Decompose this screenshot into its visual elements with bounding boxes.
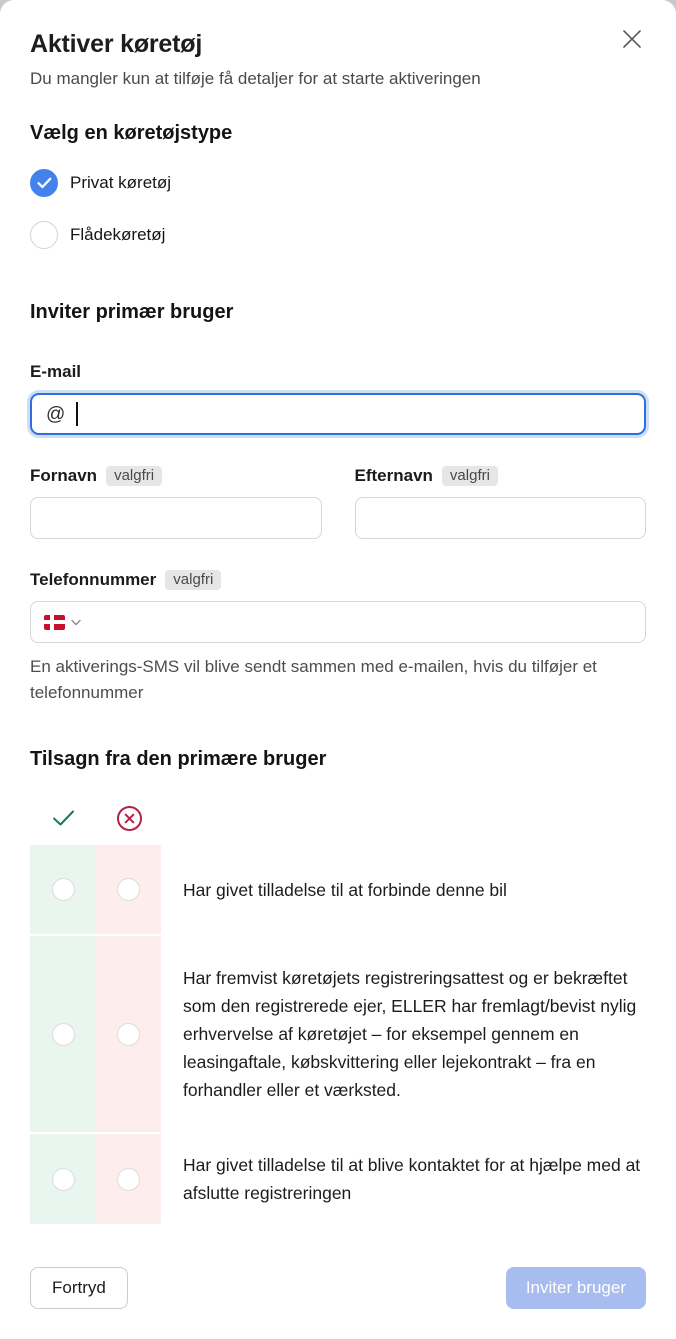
text-cursor	[76, 402, 78, 426]
consent-table-header	[30, 801, 646, 835]
check-icon	[52, 809, 75, 827]
first-name-input[interactable]	[30, 497, 322, 539]
consent-heading: Tilsagn fra den primære bruger	[30, 748, 327, 770]
denmark-flag-icon[interactable]	[44, 615, 65, 630]
chevron-down-icon[interactable]	[71, 619, 81, 626]
phone-help-text: En aktiverings-SMS vil blive sendt sammen med e-mailen, hvis du tilføjer et telefonnummer	[30, 657, 597, 702]
invite-user-button[interactable]: Inviter bruger	[506, 1267, 646, 1309]
consent-yes-radio-0[interactable]	[52, 878, 75, 901]
vehicle-type-heading: Vælg en køretøjstype	[30, 122, 233, 144]
radio-private-vehicle[interactable]	[30, 169, 171, 197]
consent-no-radio-2[interactable]	[117, 1168, 140, 1191]
consent-statement: Har givet tilladelse til at blive kontaktet for at hjælpe med at afslutte registreringen	[183, 1155, 641, 1203]
consent-statement: Har fremvist køretøjets registreringsattest og er bekræftet som den registrerede ejer, ELLER har fremlagt/bevist nylig erhvervelse af køretøjet – for eksempel gennem en leasingaftale, købskvittering eller lejekontrakt – fra en forhandler eller et værksted.	[183, 968, 637, 1100]
last-name-input[interactable]	[355, 497, 647, 539]
last-name-optional-badge: valgfri	[442, 466, 498, 486]
consent-table	[30, 801, 646, 1224]
invite-user-heading: Inviter primær bruger	[30, 301, 234, 323]
phone-optional-badge: valgfri	[165, 570, 221, 590]
radio-selected-icon	[30, 169, 58, 197]
phone-field[interactable]	[30, 601, 646, 643]
email-input[interactable]	[89, 404, 630, 424]
page-title: Aktiver køretøj	[30, 30, 203, 58]
check-icon	[37, 177, 52, 189]
close-icon	[620, 27, 644, 51]
phone-input[interactable]	[87, 612, 632, 632]
phone-label: Telefonnummer	[30, 570, 157, 589]
consent-row	[30, 1134, 646, 1224]
close-button[interactable]	[620, 24, 650, 54]
x-circle-icon	[116, 805, 143, 832]
at-sign-icon: @	[46, 403, 66, 425]
consent-yes-radio-1[interactable]	[52, 1023, 75, 1046]
email-field[interactable]	[30, 393, 646, 435]
consent-no-radio-1[interactable]	[117, 1023, 140, 1046]
dialog-footer	[30, 1267, 646, 1309]
dialog-subtitle: Du mangler kun at tilføje få detaljer for at starte aktiveringen	[30, 69, 481, 88]
radio-unselected-icon	[30, 221, 58, 249]
consent-statement: Har givet tilladelse til at forbinde denne bil	[183, 879, 507, 900]
consent-row	[30, 936, 646, 1132]
radio-fleet-vehicle[interactable]	[30, 221, 165, 249]
consent-yes-radio-2[interactable]	[52, 1168, 75, 1191]
first-name-optional-badge: valgfri	[106, 466, 162, 486]
consent-no-column-header	[96, 805, 162, 832]
consent-no-radio-0[interactable]	[117, 878, 140, 901]
consent-yes-column-header	[30, 809, 96, 827]
radio-fleet-vehicle-label: Flådekøretøj	[70, 225, 166, 244]
last-name-label: Efternavn	[354, 466, 433, 485]
first-name-label: Fornavn	[30, 466, 98, 485]
radio-private-vehicle-label: Privat køretøj	[70, 173, 172, 192]
cancel-button[interactable]: Fortryd	[30, 1267, 128, 1309]
consent-row	[30, 845, 646, 934]
email-label: E-mail	[30, 362, 82, 381]
